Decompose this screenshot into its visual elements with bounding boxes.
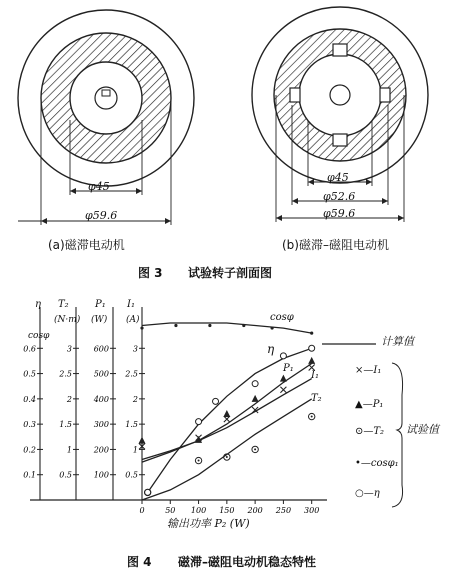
dim-a-inner: φ45 bbox=[88, 180, 110, 193]
x-tick-label: 50 bbox=[165, 506, 176, 515]
y-tick-label: 200 bbox=[93, 445, 109, 455]
legend-test-label: 试验值 bbox=[406, 423, 439, 436]
legend-calc-label: 计算值 bbox=[381, 335, 414, 348]
data-point-p1 bbox=[308, 357, 315, 364]
y-tick-label: 1.5 bbox=[125, 420, 138, 430]
curve-label-eta: η bbox=[267, 342, 275, 356]
y-tick-label: 0.5 bbox=[23, 369, 36, 379]
legend-item: ×—I₁ bbox=[355, 365, 382, 376]
y-tick-label: 0.5 bbox=[125, 470, 138, 480]
curve-label-p1: P₁ bbox=[283, 363, 294, 374]
x-tick-label: 300 bbox=[304, 506, 320, 515]
legend-item: ▲—P₁ bbox=[355, 399, 384, 410]
y-tick-label: 1 bbox=[66, 445, 72, 455]
data-point-p1 bbox=[252, 395, 259, 402]
y-tick-label: 500 bbox=[93, 369, 109, 379]
y-tick-label: 2.5 bbox=[59, 369, 72, 379]
y-tick-label: 100 bbox=[93, 470, 109, 480]
series-line bbox=[142, 323, 312, 333]
y-tick-label: 3 bbox=[132, 344, 138, 354]
curve-label-cos: cosφ bbox=[270, 312, 294, 323]
data-point-t2-center bbox=[311, 416, 313, 418]
x-tick-label: 150 bbox=[219, 506, 235, 515]
legend-brace bbox=[392, 363, 403, 507]
data-point-t2-center bbox=[226, 456, 228, 458]
y-axis-t2-title: T₂ bbox=[58, 299, 69, 310]
data-point-cos bbox=[208, 324, 211, 327]
y-tick-label: 2 bbox=[132, 394, 138, 404]
curve-label-i1: I₁ bbox=[311, 370, 319, 381]
data-point-eta bbox=[252, 381, 258, 387]
x-tick-label: 250 bbox=[275, 506, 292, 515]
figure4-caption-number: 图 4 bbox=[127, 555, 152, 569]
data-point-t2-center bbox=[254, 448, 256, 450]
dim-b-mid: φ52.6 bbox=[323, 190, 356, 203]
y-tick-label: 1.5 bbox=[59, 420, 72, 430]
data-point-cos bbox=[270, 326, 273, 329]
data-point-eta bbox=[280, 353, 286, 359]
x-tick-label: 100 bbox=[190, 506, 207, 515]
figure3-caption-text: 试验转子剖面图 bbox=[188, 266, 273, 280]
legend-item: ⊙—T₂ bbox=[355, 426, 385, 437]
y-axis-eta-title: η bbox=[35, 299, 41, 310]
data-point-p1 bbox=[223, 410, 230, 417]
data-point-t2-center bbox=[198, 460, 200, 462]
data-point-eta bbox=[213, 398, 219, 404]
figure4-caption-text: 磁滞–磁阻电动机稳态特性 bbox=[178, 555, 317, 569]
data-point-p1 bbox=[139, 437, 146, 444]
y-axis-i1-title: I₁ bbox=[127, 299, 135, 310]
data-point-cos bbox=[242, 324, 245, 327]
y-tick-label: 2 bbox=[66, 394, 72, 404]
data-point-p1 bbox=[280, 375, 287, 382]
data-point-i1 bbox=[280, 387, 286, 393]
dim-b-inner: φ45 bbox=[327, 171, 349, 184]
x-tick-label: 200 bbox=[247, 506, 263, 515]
curve-label-t2: T₂ bbox=[311, 393, 322, 404]
figure3-label-b: (b)磁滞–磁阻电动机 bbox=[282, 238, 389, 252]
data-point-cos bbox=[310, 332, 313, 335]
data-point-cos bbox=[174, 324, 177, 327]
data-point-eta bbox=[309, 345, 315, 351]
y-axis-t2-unit: (N·m) bbox=[54, 315, 81, 325]
y-tick-label: 0.2 bbox=[23, 445, 36, 455]
dim-b-outer: φ59.6 bbox=[323, 207, 356, 220]
y-tick-label: 0.5 bbox=[59, 470, 72, 480]
y-tick-label: 0.3 bbox=[23, 420, 36, 430]
y-axis-p1-title: P₁ bbox=[95, 299, 106, 310]
x-tick-label: 0 bbox=[139, 506, 145, 515]
y-tick-label: 0.4 bbox=[23, 394, 36, 404]
y-axis-eta-extra: cosφ bbox=[28, 331, 50, 341]
y-axis-i1-unit: (A) bbox=[126, 315, 140, 325]
figure-4 bbox=[0, 295, 450, 572]
y-tick-label: 0.1 bbox=[23, 470, 36, 480]
figure3-label-a: (a)磁滞电动机 bbox=[48, 238, 125, 252]
y-tick-label: 600 bbox=[93, 344, 109, 354]
y-axis-p1-unit: (W) bbox=[91, 315, 108, 325]
y-tick-label: 300 bbox=[93, 420, 109, 430]
legend-item: ○—η bbox=[355, 488, 380, 499]
y-tick-label: 3 bbox=[66, 344, 72, 354]
y-tick-label: 400 bbox=[93, 394, 109, 404]
data-point-cos bbox=[140, 326, 143, 329]
data-point-eta bbox=[196, 419, 202, 425]
y-tick-label: 1 bbox=[132, 445, 138, 455]
y-tick-label: 2.5 bbox=[125, 369, 138, 379]
figure3-caption-number: 图 3 bbox=[138, 266, 163, 280]
legend-item: •—cosφ₁ bbox=[355, 458, 399, 469]
y-tick-label: 0.6 bbox=[23, 344, 36, 354]
x-axis-title: 输出功率 P₂ (W) bbox=[167, 517, 250, 530]
data-point-eta bbox=[145, 489, 151, 495]
dim-a-outer: φ59.6 bbox=[85, 209, 118, 222]
